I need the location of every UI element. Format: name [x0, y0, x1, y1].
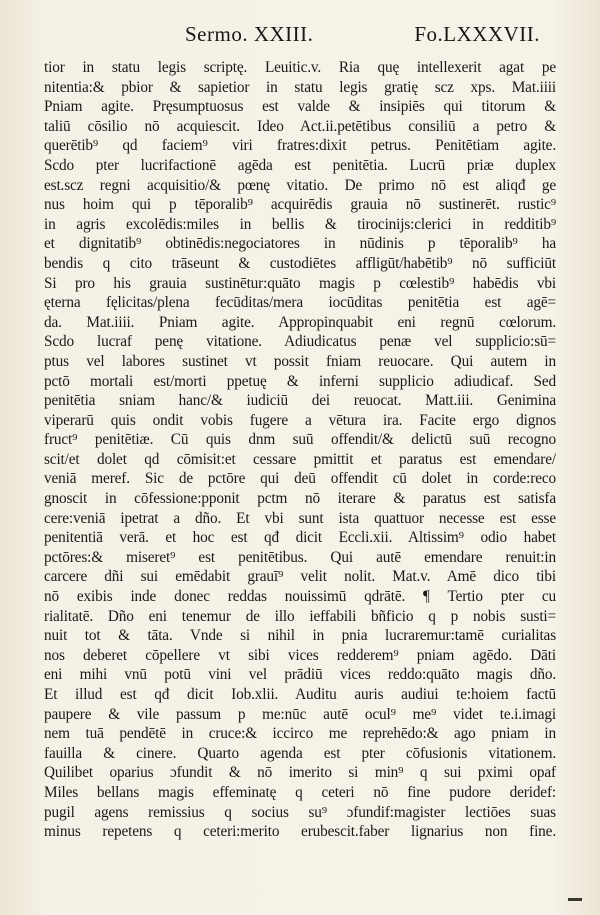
text-line: taliū cōsilio nō acquiescit. Ideo Act.ii.petētibus consiliū a petro & [44, 117, 556, 135]
text-line: veniā meref. Sic de pctōre qui deū offendit cū dolet in corde:reco [44, 470, 556, 488]
text-line: minus repetens q ceteri:merito erubescit.faber lignarius non fine. [44, 823, 556, 841]
running-header [185, 22, 540, 52]
text-line: paupere & vile passum p me:nūc autē ocul⁹ me⁹ videt te.i.imagi [44, 705, 556, 723]
text-line: Si pro his grauia sustinētur:quāto magis p cœlestib⁹ habēdis vbi [44, 274, 556, 292]
text-line: nuit tot & tāta. Vnde si nihil in pnia lucraremur:tamē curialitas [44, 627, 556, 645]
folio-number: Fo.LXXXVII. [414, 22, 540, 46]
text-line: Scdo pter lucrifactionē agēda est penitētia. Lucrū priæ duplex [44, 156, 556, 174]
print-mark [568, 898, 582, 901]
text-line: pugil agens remissius q socius su⁹ ɔfundif:magister lectiōes suas [44, 803, 556, 821]
text-line: Miles bellans magis effeminatę q ceteri nō fine pudore deridef: [44, 783, 556, 801]
text-line: gnoscit in cōfessione:pponit pctm nō iterare & paratus est satisfa [44, 490, 556, 508]
text-line: est.scz regni acquisitio/& pœnę vitatio. De primo nō est aliqđ ge [44, 176, 556, 194]
text-line: Et illud est qđ dicit Iob.xlii. Auditu auris audiui te:hoiem factū [44, 686, 556, 703]
text-line: da. Mat.iiii. Pniam agite. Appropinquabit eni regnū cœlorum. [44, 313, 556, 331]
text-line: viperarū quis ondit vobis fugere a vētura ira. Facite ergo dignos [44, 411, 556, 429]
text-line: querētib⁹ qd faciem⁹ viri fratres:dixit petrus. Penitētiam agite. [44, 137, 556, 155]
text-line: penitētia sniam hanc/& iudiciū dei reuocat. Matt.iii. Genimina [44, 392, 556, 410]
text-line: fauilla & cinere. Quarto agenda est pter cōfusionis vitationem. [44, 744, 556, 762]
text-line: nō exibis inde donec reddas nouissimū qdrātē. ¶ Tertio pter cu [44, 588, 556, 606]
text-line: nitentia:& pbior & sapietior in statu legis gratię scz xps. Mat.iiii [44, 78, 556, 96]
text-line: nus hoim qui p tēporalib⁹ acquirēdis grauia nō sustinerēt. rustic⁹ [44, 196, 556, 214]
text-line: eni mihi vnū potū vini vel prādiū vices reddo:quāto magis dño. [44, 666, 556, 684]
text-line: in agris excolēdis:miles in bellis & tirocinijs:clerici in redditib⁹ [44, 215, 556, 233]
text-line: bendis q cito trāseunt & custodiētes affligūt/habētib⁹ nō sufficiūt [44, 254, 556, 272]
text-line: ptus vel labores sustinet vt possit fniam reuocare. Qui autem in [44, 352, 556, 370]
body-text [44, 58, 556, 842]
text-line: Scdo lucraf penę vitatione. Adiudicatus penæ vel supplicio:sū= [44, 333, 556, 351]
text-line: pctōres:& miseret⁹ est penitētibus. Qui autē emendare renuit:in [44, 548, 556, 566]
text-line: carcere dñi sui emēdabit grauī⁹ velit nolit. Mat.v. Amē dico tibi [44, 568, 556, 586]
text-line: nos deberet cōpellere vt sibi vices redderem⁹ pniam agēdo. Dāti [44, 646, 556, 664]
text-line: scit/et dolet qd cōmisit:et cessare pmittit et paratus est emendare/ [44, 450, 556, 468]
text-line: tior in statu legis scriptę. Leuitic.v. Ria quę intellexerit agat pe [44, 59, 556, 76]
sermon-heading: Sermo. XXIII. [185, 22, 314, 46]
text-line: penitentiā verā. et hoc est qđ dicit Eccli.xii. Altissim⁹ odio habet [44, 529, 556, 547]
text-line: Quilibet oparius ɔfundit & nō imerito si min⁹ q sui pximi opaf [44, 764, 556, 782]
text-line: rialitatē. Dño eni tenemur de illo ieffabili bñficio q p nobis susti= [44, 607, 556, 625]
text-line: et dignitatib⁹ obtinēdis:negociatores in nūdinis p tēporalib⁹ ha [44, 235, 556, 253]
text-line: pctō mortali est/morti ppetuę & inferni supplicio adiudicaf. Sed [44, 372, 556, 390]
text-line: fruct⁹ penitētiæ. Cū quis dnm suū offendit/& delictū suū recogno [44, 431, 556, 449]
text-line: nem tuā pendētē in cruce:& iccirco me reprehēdo:& ago pniam in [44, 725, 556, 743]
text-line: Pniam agite. Pręsumptuosus est valde & insipiēs qui titorum & [44, 98, 556, 116]
text-line: ęterna fęlicitas/plena fecūditas/mera iocūditas penitētia est agē= [44, 294, 556, 312]
text-line: cere:veniā ipetrat a dño. Et vbi sunt ista quattuor necesse est esse [44, 509, 556, 527]
